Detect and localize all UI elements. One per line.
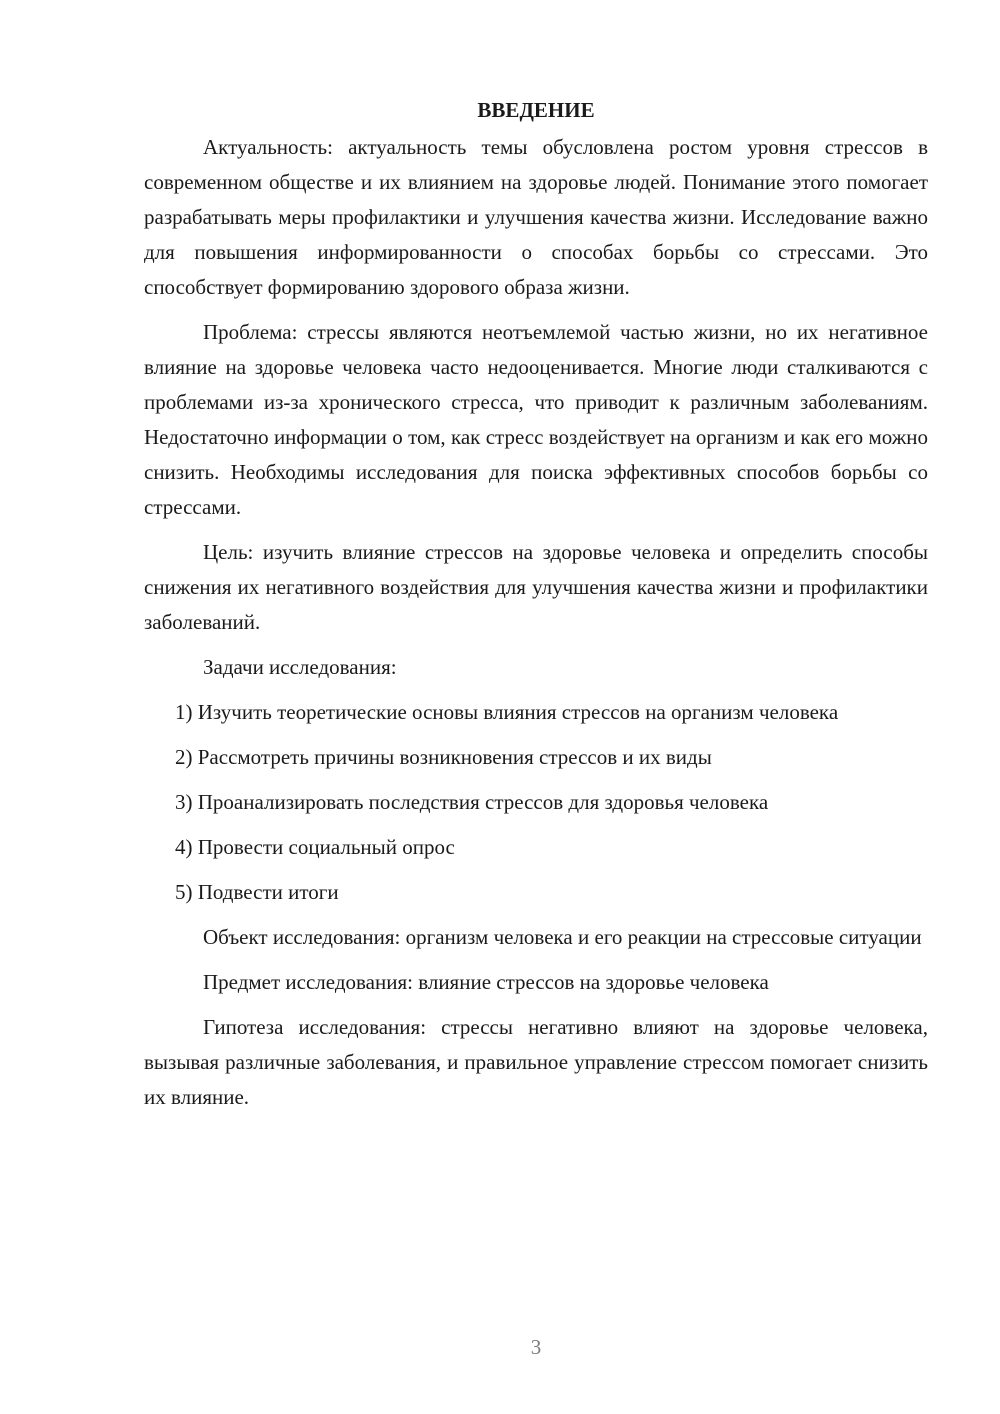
subject-paragraph: Предмет исследования: влияние стрессов на здоровье человека: [203, 970, 769, 994]
list-item: 3) Проанализировать последствия стрессов для здоровья человека: [175, 790, 769, 814]
tasks-heading: Задачи исследования:: [203, 655, 397, 679]
document-body: [144, 93, 928, 1115]
object-paragraph: Объект исследования: организм человека и его реакции на стрессовые ситуации: [203, 925, 922, 949]
section-title: ВВЕДЕНИЕ: [477, 98, 595, 122]
list-item: 5) Подвести итоги: [175, 880, 339, 904]
list-item: 2) Рассмотреть причины возникновения стрессов и их виды: [175, 745, 712, 769]
relevance-paragraph: Актуальность: актуальность темы обусловлена ростом уровня стрессов в современном обществе и их влиянием на здоровье людей. Понимание этого помогает разрабатывать меры профилактики и улучшения качества жизни. Исследование важно для повышения информированности о способах борьбы со стрессами. Это способствует формированию здорового образа жизни.: [144, 135, 928, 299]
list-item: 1) Изучить теоретические основы влияния стрессов на организм человека: [175, 700, 839, 724]
page-number: 3: [530, 1335, 542, 1359]
goal-paragraph: Цель: изучить влияние стрессов на здоровье человека и определить способы снижения их негативного воздействия для улучшения качества жизни и профилактики заболеваний.: [144, 540, 928, 634]
problem-paragraph: Проблема: стрессы являются неотъемлемой частью жизни, но их негативное влияние на здоровье человека часто недооценивается. Многие люди сталкиваются с проблемами из-за хронического стресса, что приводит к различным заболеваниям. Недостаточно информации о том, как стресс воздействует на организм и как его можно снизить. Необходимы исследования для поиска эффективных способов борьбы со стрессами.: [144, 320, 928, 519]
tasks-list: [144, 695, 928, 910]
hypothesis-paragraph: Гипотеза исследования: стрессы негативно влияют на здоровье человека, вызывая различные заболевания, и правильное управление стрессом помогает снизить их влияние.: [144, 1015, 928, 1109]
list-item: 4) Провести социальный опрос: [175, 835, 455, 859]
